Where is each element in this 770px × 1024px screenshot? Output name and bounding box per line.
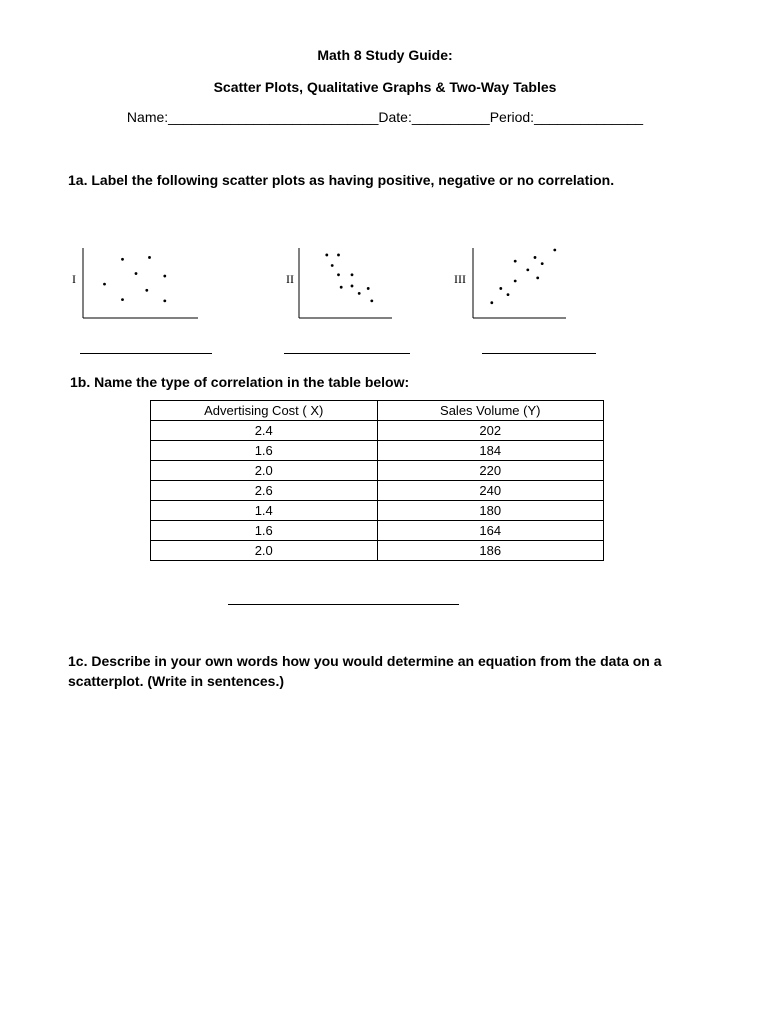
plot-svg — [70, 240, 220, 330]
scatter-point — [325, 254, 328, 257]
scatter-point — [490, 301, 493, 304]
plot-svg — [286, 240, 436, 330]
scatter-point — [553, 249, 556, 252]
scatter-plot-1 — [70, 240, 220, 330]
scatter-point — [358, 292, 361, 295]
scatter-point — [337, 273, 340, 276]
scatter-point — [499, 287, 502, 290]
plot-label: I — [72, 272, 76, 286]
cell-y: 164 — [377, 521, 604, 541]
header-advertising-cost: Advertising Cost ( X) — [151, 401, 378, 421]
scatter-point — [163, 275, 166, 278]
table-header-row — [151, 401, 604, 421]
scatter-point — [526, 268, 529, 271]
answer-line-plot-2[interactable] — [284, 353, 410, 354]
scatter-point — [121, 298, 124, 301]
cell-x: 2.0 — [151, 461, 378, 481]
scatter-point — [331, 264, 334, 267]
scatter-point — [163, 299, 166, 302]
scatter-point — [514, 280, 517, 283]
scatter-point — [340, 286, 343, 289]
cell-y: 240 — [377, 481, 604, 501]
cell-x: 1.6 — [151, 441, 378, 461]
question-1a-prompt: 1a. Label the following scatter plots as having positive, negative or no correlation. — [68, 172, 615, 188]
name-date-period-line: Name:___________________________Date:__________Period:______________ — [126, 109, 644, 125]
cell-y: 220 — [377, 461, 604, 481]
worksheet-title: Math 8 Study Guide: — [317, 47, 453, 63]
answer-line-plot-3[interactable] — [482, 353, 596, 354]
header-sales-volume: Sales Volume (Y) — [377, 401, 604, 421]
answer-line-table[interactable] — [228, 604, 459, 605]
scatter-point — [337, 254, 340, 257]
table-row — [151, 481, 604, 501]
scatter-point — [148, 256, 151, 259]
scatter-plot-3 — [454, 240, 604, 330]
cell-x: 1.4 — [151, 501, 378, 521]
table-row — [151, 461, 604, 481]
scatter-plot-2 — [286, 240, 436, 330]
scatter-point — [135, 272, 138, 275]
cell-x: 2.0 — [151, 541, 378, 561]
scatter-point — [514, 260, 517, 263]
scatter-point — [534, 256, 537, 259]
worksheet-subtitle: Scatter Plots, Qualitative Graphs & Two-Way Tables — [213, 79, 557, 95]
advertising-sales-table — [150, 400, 604, 561]
cell-x: 1.6 — [151, 521, 378, 541]
scatter-point — [370, 299, 373, 302]
scatter-point — [351, 285, 354, 288]
cell-y: 180 — [377, 501, 604, 521]
scatter-point — [121, 258, 124, 261]
table-row — [151, 501, 604, 521]
scatter-point — [103, 283, 106, 286]
answer-line-plot-1[interactable] — [80, 353, 212, 354]
cell-y: 184 — [377, 441, 604, 461]
cell-x: 2.6 — [151, 481, 378, 501]
plot-svg — [454, 240, 604, 330]
scatter-point — [145, 289, 148, 292]
question-1b-prompt: 1b. Name the type of correlation in the table below: — [70, 374, 410, 390]
cell-y: 202 — [377, 421, 604, 441]
scatter-point — [536, 277, 539, 280]
scatter-point — [351, 273, 354, 276]
cell-x: 2.4 — [151, 421, 378, 441]
plot-label: III — [454, 272, 466, 286]
question-1c-prompt: 1c. Describe in your own words how you would determine an equation from the data on a scatterplot. (Write in sentences.) — [68, 653, 662, 689]
table-row — [151, 541, 604, 561]
cell-y: 186 — [377, 541, 604, 561]
table-row — [151, 421, 604, 441]
scatter-point — [541, 262, 544, 265]
scatter-point — [507, 293, 510, 296]
scatter-point — [367, 287, 370, 290]
table-row — [151, 441, 604, 461]
plot-label: II — [286, 272, 294, 286]
table-row — [151, 521, 604, 541]
